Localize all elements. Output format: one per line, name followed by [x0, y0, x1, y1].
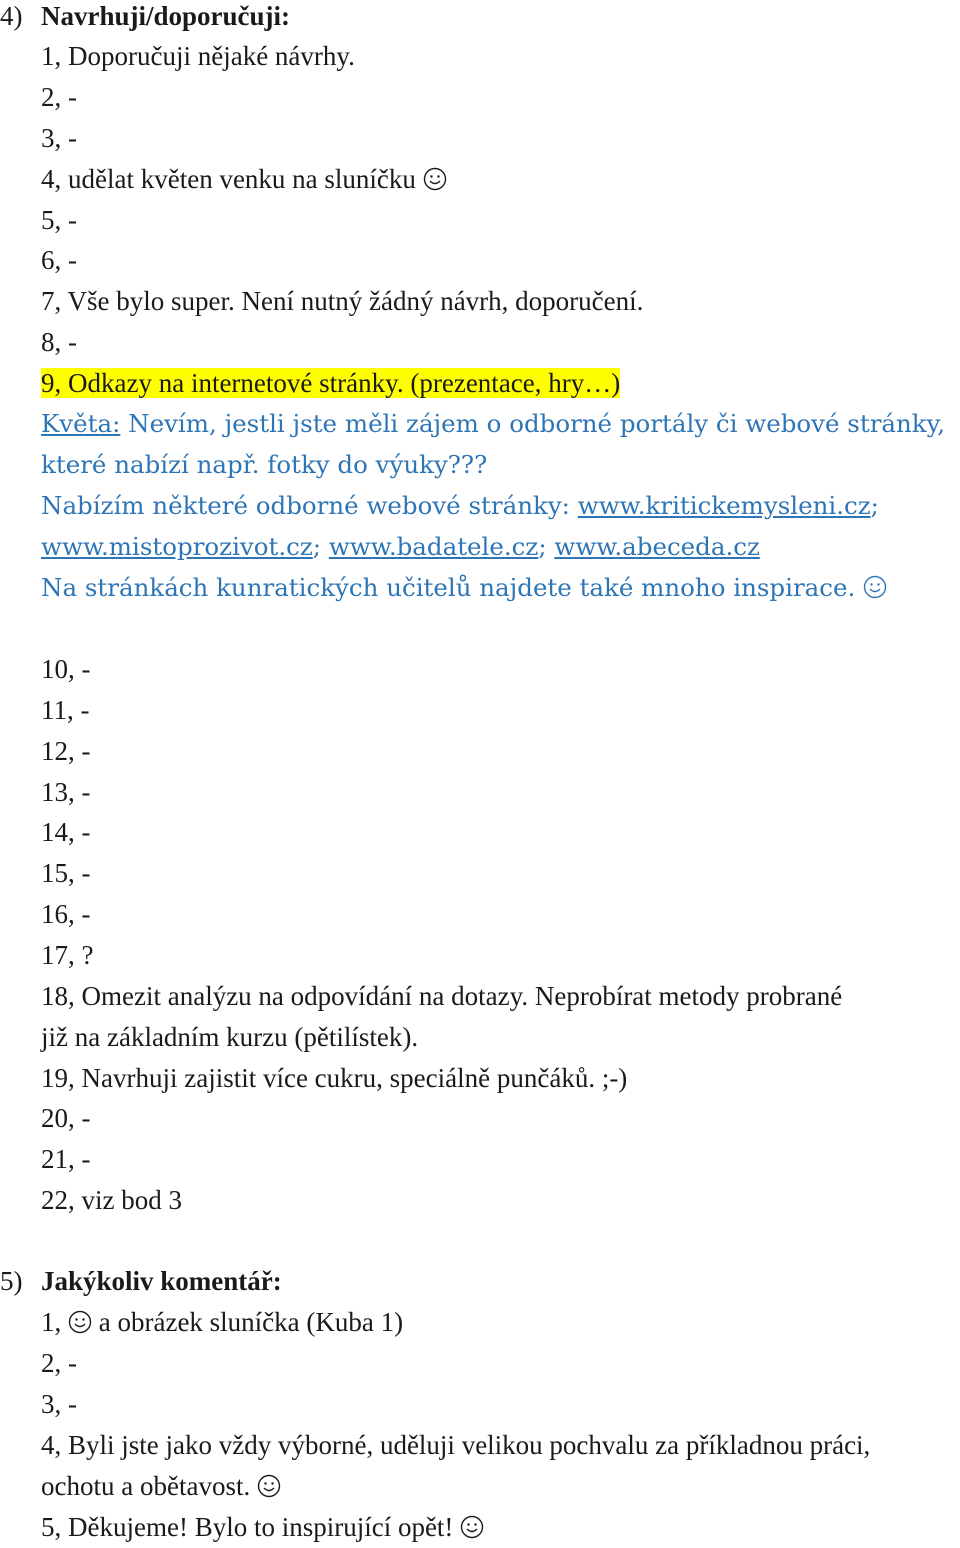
comment-author: Květa:	[41, 409, 121, 438]
list-item-prefix: 1,	[41, 1307, 68, 1337]
list-item: 18, Omezit analýzu na odpovídání na dotazy. Neprobírat metody probrané	[41, 981, 843, 1011]
link-separator: ;	[870, 491, 879, 520]
smiley-icon	[68, 1305, 92, 1339]
section-4-heading	[0, 0, 290, 33]
list-item: 12, -	[41, 736, 91, 766]
list-item-with-smiley	[41, 162, 447, 196]
list-item-text: 4, udělat květen venku na sluníčku	[41, 164, 416, 194]
list-item: 21, -	[41, 1144, 91, 1174]
comment-line: které nabízí např. fotky do výuky???	[41, 450, 488, 479]
list-item: 16, -	[41, 899, 91, 929]
section-4-title: Navrhuji/doporučuji:	[41, 1, 291, 31]
section-4-number: 4)	[0, 1, 23, 31]
list-item-with-smiley	[41, 1305, 403, 1339]
smiley-icon	[423, 162, 447, 196]
highlighted-text: 9, Odkazy na internetové stránky. (prezentace, hry…)	[41, 368, 621, 398]
comment-text: Nabízím některé odborné webové stránky:	[41, 491, 578, 520]
smiley-icon	[460, 1510, 484, 1544]
list-item: 3, -	[41, 123, 77, 153]
list-item: 13, -	[41, 777, 91, 807]
comment-text: Na stránkách kunratických učitelů najdete také mnoho inspirace.	[41, 573, 856, 602]
list-item: 22, viz bod 3	[41, 1185, 182, 1215]
list-item: 3, -	[41, 1389, 77, 1419]
link-kritickemysleni[interactable]: www.kritickemysleni.cz	[577, 491, 871, 520]
list-item: 4, Byli jste jako vždy výborné, uděluji velikou pochvalu za příkladnou práci,	[41, 1430, 871, 1460]
list-item-text: a obrázek sluníčka (Kuba 1)	[92, 1307, 404, 1337]
list-item: 6, -	[41, 245, 77, 275]
list-item: 14, -	[41, 817, 91, 847]
list-item-continued: již na základním kurzu (pětilístek).	[41, 1022, 419, 1052]
list-item: 20, -	[41, 1103, 91, 1133]
section-5-number: 5)	[0, 1266, 23, 1296]
list-item: 1, Doporučuji nějaké návrhy.	[41, 41, 355, 71]
comment-line	[41, 530, 760, 564]
link-separator: ;	[312, 532, 329, 561]
link-separator: ;	[538, 532, 555, 561]
list-item: 2, -	[41, 82, 77, 112]
list-item: 2, -	[41, 1348, 77, 1378]
list-item-text: 5, Děkujeme! Bylo to inspirující opět!	[41, 1512, 454, 1542]
list-item-with-smiley	[41, 1510, 484, 1544]
comment-line	[41, 407, 945, 441]
list-item: 7, Vše bylo super. Není nutný žádný návrh, doporučení.	[41, 286, 644, 316]
list-item: 10, -	[41, 654, 91, 684]
section-5-heading	[0, 1264, 282, 1298]
link-badatele[interactable]: www.badatele.cz	[328, 532, 539, 561]
smiley-icon	[257, 1469, 281, 1503]
smiley-icon	[863, 571, 887, 605]
comment-text: Nevím, jestli jste měli zájem o odborné portály či webové stránky,	[120, 409, 946, 438]
section-5-title: Jakýkoliv komentář:	[41, 1266, 282, 1296]
list-item-continued-with-smiley	[41, 1469, 281, 1503]
list-item-highlighted	[41, 366, 620, 400]
list-item-text: ochotu a obětavost.	[41, 1471, 251, 1501]
list-item: 17, ?	[41, 940, 94, 970]
list-item: 11, -	[41, 695, 90, 725]
list-item: 5, -	[41, 205, 77, 235]
comment-line-with-smiley	[41, 571, 887, 605]
link-mistoprozivot[interactable]: www.mistoprozivot.cz	[41, 532, 313, 561]
list-item: 15, -	[41, 858, 91, 888]
comment-line	[41, 489, 879, 523]
link-abeceda[interactable]: www.abeceda.cz	[554, 532, 760, 561]
list-item: 19, Navrhuji zajistit více cukru, speciálně punčáků. ;-)	[41, 1063, 628, 1093]
list-item: 8, -	[41, 327, 77, 357]
